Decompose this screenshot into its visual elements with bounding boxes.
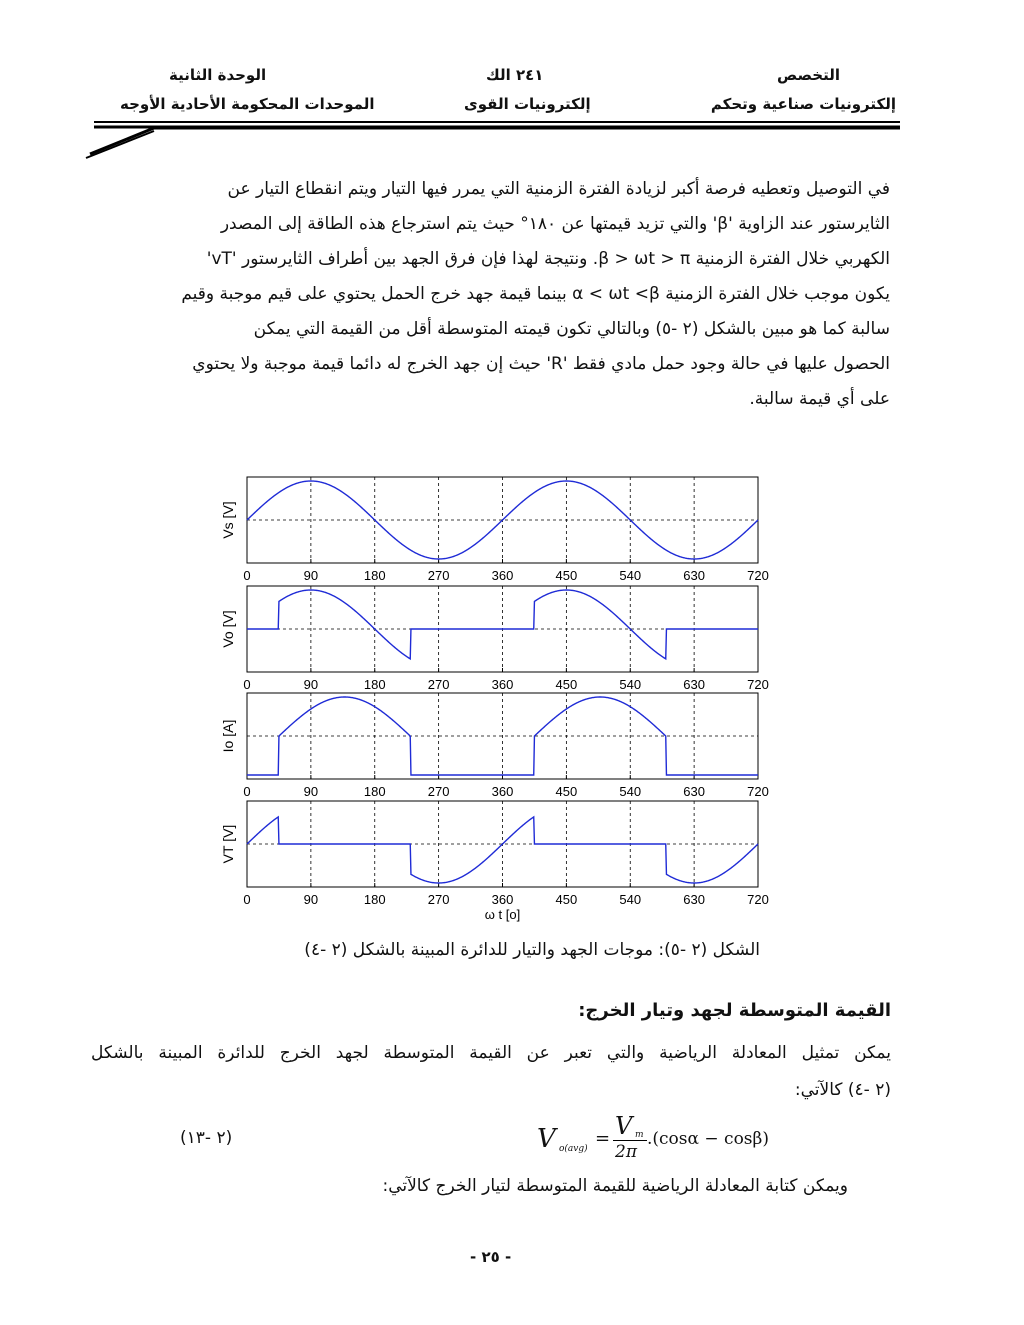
fraction-bar xyxy=(613,1140,647,1141)
y-axis-label: VT [V] xyxy=(220,824,236,864)
x-tick-label: 720 xyxy=(747,677,769,692)
paragraph-line: الحصول عليها في حالة وجود حمل مادي فقط 'R' حيث إن جهد الخرج له دائما قيمة موجبة ولا يحتوي xyxy=(192,354,890,374)
x-tick-label: 540 xyxy=(619,784,642,799)
x-tick-label: 450 xyxy=(555,568,578,583)
y-axis-label: Io [A] xyxy=(220,719,236,753)
x-tick-label: 90 xyxy=(303,892,319,907)
x-tick-label: 0 xyxy=(243,784,251,799)
paragraph-line: (٢ -٤) كالآتي: xyxy=(794,1080,891,1100)
page-number: - ٢٥ - xyxy=(470,1248,512,1266)
paragraph-line: سالبة كما هو مبين بالشكل (٢ -٥) وبالتالي تكون قيمته المتوسطة أقل من القيمة التي يمكن xyxy=(253,319,890,339)
equation-lhs: V xyxy=(537,1124,556,1154)
x-tick-label: 0 xyxy=(243,568,251,583)
equation-numerator-sub: m xyxy=(635,1130,644,1140)
x-tick-label: 90 xyxy=(303,784,319,799)
x-tick-label: 450 xyxy=(555,892,578,907)
x-tick-label: 630 xyxy=(683,892,705,907)
x-tick-label: 180 xyxy=(363,568,386,583)
x-tick-label: 90 xyxy=(303,677,319,692)
waveform-plots xyxy=(205,462,817,924)
x-tick-label: 360 xyxy=(491,568,514,583)
paragraph-line: الثايرستور عند الزاوية 'β' والتي تزيد قيمتها عن ١٨٠° حيث يتم استرجاع هذه الطاقة إلى المصدر xyxy=(220,214,890,234)
x-tick-label: 270 xyxy=(427,677,450,692)
x-tick-label: 360 xyxy=(491,677,514,692)
x-tick-label: 180 xyxy=(363,892,386,907)
x-tick-label: 0 xyxy=(243,892,251,907)
paragraph-line: يكون موجب خلال الفترة الزمنية α < ωt <β بينما قيمة جهد خرج الحمل يحتوي على قيم موجبة وقيم xyxy=(181,284,890,304)
body-paragraph-1 xyxy=(95,172,890,417)
header-specialty: التخصص xyxy=(777,66,840,84)
x-tick-label: 270 xyxy=(427,568,450,583)
header-unit-title: الموحدات المحكومة الأحادية الأوجه xyxy=(120,95,375,113)
header-course-name: إلكترونيات القوى xyxy=(464,95,591,113)
paragraph-line: الكهربي خلال الفترة الزمنية β > ωt > π. ونتيجة لهذا فإن فرق الجهد بين أطراف الثايرستور 'vT' xyxy=(206,249,890,269)
paragraph-line: يمكن تمثيل المعادلة الرياضية والتي تعبر عن القيمة المتوسطة لجهد الخرج للدائرة المبينة بالشكل xyxy=(91,1043,891,1063)
x-tick-label: 180 xyxy=(363,677,386,692)
paragraph-line: في التوصيل وتعطيه فرصة أكبر لزيادة الفترة الزمنية التي يمرر فيها التيار ويتم انقطاع التيار عن xyxy=(227,179,890,199)
x-axis-label: ω t [o] xyxy=(484,907,521,922)
x-tick-label: 270 xyxy=(427,784,450,799)
x-tick-label: 450 xyxy=(555,677,578,692)
y-axis-label: Vs [V] xyxy=(220,501,236,539)
header-divider xyxy=(80,118,910,164)
x-tick-label: 540 xyxy=(619,677,642,692)
x-tick-label: 450 xyxy=(555,784,578,799)
section-title: القيمة المتوسطة لجهد وتيار الخرج: xyxy=(578,1000,891,1021)
x-tick-label: 270 xyxy=(427,892,450,907)
x-tick-label: 630 xyxy=(683,677,705,692)
x-tick-label: 720 xyxy=(747,784,769,799)
equals-sign: = xyxy=(595,1128,611,1149)
x-tick-label: 720 xyxy=(747,568,769,583)
paragraph-line: ويمكن كتابة المعادلة الرياضية للقيمة المتوسطة لتيار الخرج كالآتي: xyxy=(382,1176,848,1196)
x-tick-label: 540 xyxy=(619,568,642,583)
equation-numerator: V xyxy=(615,1112,633,1140)
paragraph-line: على أي قيمة سالبة. xyxy=(749,389,890,409)
equation-lhs-sub: o(avg) xyxy=(559,1144,588,1154)
figure-caption: الشكل (٢ -٥): موجات الجهد والتيار للدائرة المبينة بالشكل (٢ -٤) xyxy=(304,940,760,960)
waveform-figure xyxy=(205,462,817,924)
header-specialty-name: إلكترونيات صناعية وتحكم xyxy=(710,95,896,113)
x-tick-label: 0 xyxy=(243,677,251,692)
x-tick-label: 360 xyxy=(491,892,514,907)
x-tick-label: 720 xyxy=(747,892,769,907)
equation-rhs: .(cosα − cosβ) xyxy=(647,1129,769,1149)
x-tick-label: 360 xyxy=(491,784,514,799)
header-course-code: ٢٤١ الك xyxy=(486,66,544,84)
x-tick-label: 180 xyxy=(363,784,386,799)
y-axis-label: Vo [V] xyxy=(220,610,236,648)
x-tick-label: 90 xyxy=(303,568,319,583)
equation-denominator: 2π xyxy=(615,1142,637,1162)
x-tick-label: 630 xyxy=(683,568,705,583)
x-tick-label: 630 xyxy=(683,784,705,799)
x-tick-label: 540 xyxy=(619,892,642,907)
header-unit: الوحدة الثانية xyxy=(169,66,267,84)
equation-number: (٢ -١٣) xyxy=(180,1128,233,1148)
